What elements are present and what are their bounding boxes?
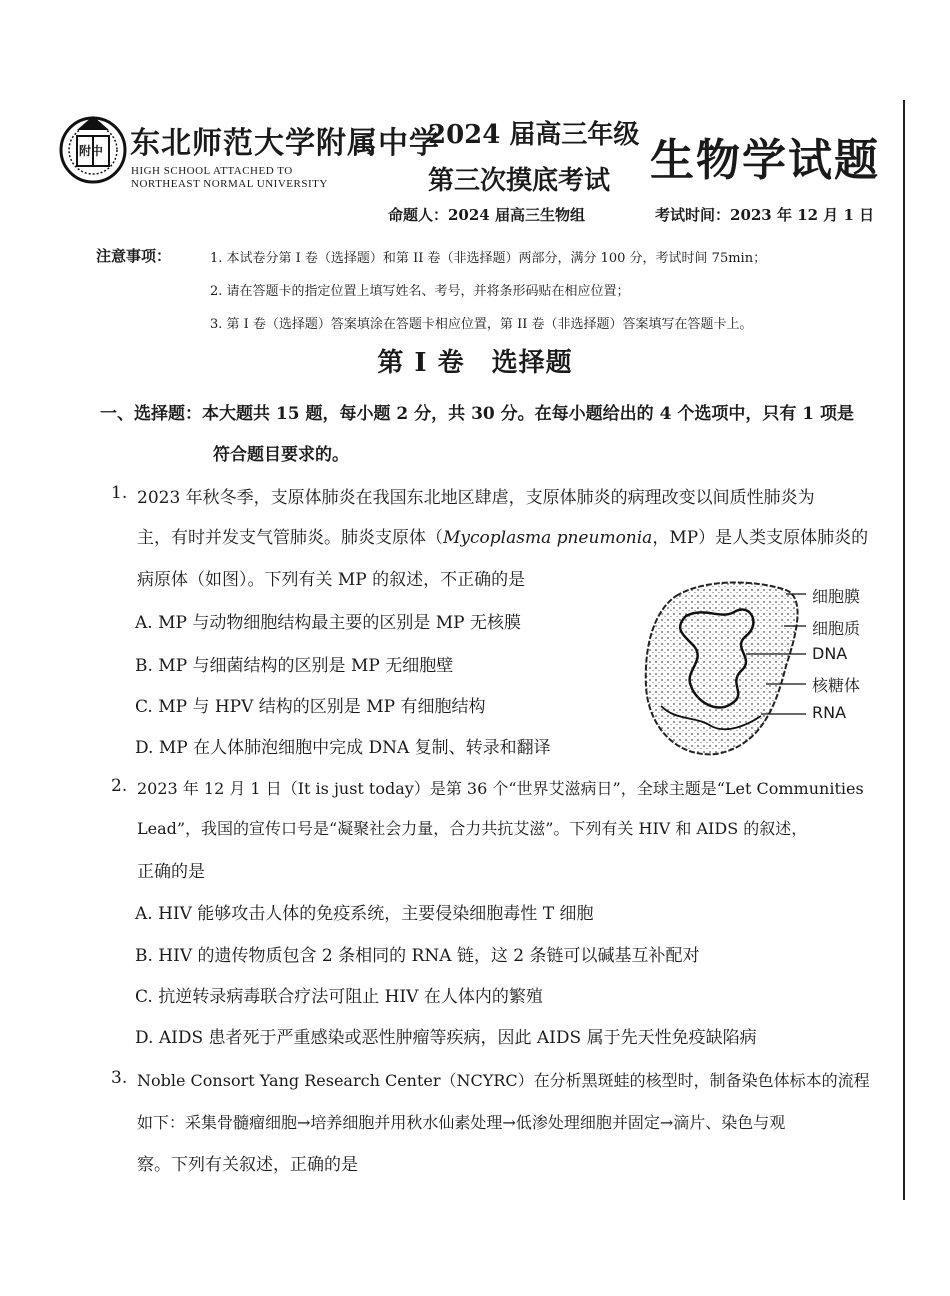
question-number: 1.	[111, 483, 128, 503]
proposer: 命题人：2024 届高三生物组	[388, 206, 585, 224]
subject-title: 生物学试题	[650, 135, 880, 186]
note-item: 1. 本试卷分第 I 卷（选择题）和第 II 卷（非选择题）两部分，满分 100 分，考试时间 75min；	[210, 251, 767, 266]
option-c: C. 抗逆转录病毒联合疗法可阻止 HIV 在人体内的繁殖	[135, 987, 543, 1007]
label-rna: RNA	[812, 703, 847, 722]
option-b: B. HIV 的遗传物质包含 2 条相同的 RNA 链，这 2 条链可以碱基互补配对	[135, 946, 700, 966]
option-a: A. HIV 能够攻击人体的免疫系统，主要侵染细胞毒性 T 细胞	[135, 904, 594, 924]
logo-text: 附中	[79, 144, 104, 158]
question-text-part: ，MP）是人类支原体肺炎的	[652, 528, 869, 548]
exam-name: 第三次摸底考试	[428, 166, 611, 196]
question-text: 正确的是	[137, 862, 205, 882]
option-c: C. MP 与 HPV 结构的区别是 MP 有细胞结构	[135, 697, 486, 717]
question-text: Noble Consort Yang Research Center（NCYRC）在分析黑斑蛙的核型时，制备染色体标本的流程	[137, 1071, 870, 1090]
school-logo	[57, 108, 129, 188]
option-d: D. AIDS 患者死于严重感染或恶性肿瘤等疾病，因此 AIDS 属于先天性免疫缺陷病	[135, 1028, 757, 1048]
question-text: 2023 年 12 月 1 日（It is just today）是第 36 个“世界艾滋病日”，全球主题是“Let Communities	[137, 779, 864, 798]
section-title: 第 I 卷 选择题	[377, 348, 573, 378]
question-text: 如下：采集骨髓瘤细胞→培养细胞并用秋水仙素处理→低渗处理细胞并固定→滴片、染色与观	[137, 1113, 786, 1132]
question-number: 3.	[111, 1068, 128, 1088]
school-name-en-2: NORTHEAST NORMAL UNIVERSITY	[131, 178, 328, 190]
mycoplasma-diagram	[636, 576, 896, 766]
note-item: 2. 请在答题卡的指定位置上填写姓名、考号，并将条形码贴在相应位置；	[210, 284, 630, 299]
label-ribosome: 核糖体	[812, 676, 861, 695]
part-instruction-cont: 符合题目要求的。	[213, 445, 349, 465]
question-text: Lead”，我国的宣传口号是“凝聚社会力量，合力共抗艾滋”。下列有关 HIV 和 AIDS 的叙述，	[137, 819, 808, 838]
page-edge-line	[903, 100, 905, 1200]
species-name: Mycoplasma pneumonia	[443, 528, 653, 548]
question-text: 病原体（如图）。下列有关 MP 的叙述，不正确的是	[137, 570, 526, 590]
grade-title: 2024 届高三年级	[428, 120, 640, 150]
label-dna: DNA	[812, 644, 848, 663]
question-text: 察。下列有关叙述，正确的是	[137, 1155, 358, 1175]
question-text	[137, 523, 868, 548]
question-number: 2.	[111, 776, 128, 796]
question-text-part: 主，有时并发支气管肺炎。肺炎支原体（	[137, 528, 443, 548]
label-cell-membrane: 细胞膜	[812, 587, 861, 606]
question-text: 2023 年秋冬季，支原体肺炎在我国东北地区肆虐，支原体肺炎的病理改变以间质性肺炎为	[137, 488, 815, 508]
option-d: D. MP 在人体肺泡细胞中完成 DNA 复制、转录和翻译	[135, 738, 551, 758]
exam-date: 考试时间：2023 年 12 月 1 日	[655, 206, 875, 224]
part-instruction: 一、选择题：本大题共 15 题，每小题 2 分，共 30 分。在每小题给出的 4 个选项中，只有 1 项是	[100, 404, 854, 424]
notes-label: 注意事项：	[96, 247, 172, 265]
school-name-cn: 东北师范大学附属中学	[130, 126, 440, 161]
option-b: B. MP 与细菌结构的区别是 MP 无细胞壁	[135, 656, 454, 676]
option-a: A. MP 与动物细胞结构最主要的区别是 MP 无核膜	[135, 613, 521, 633]
note-item: 3. 第 I 卷（选择题）答案填涂在答题卡相应位置，第 II 卷（非选择题）答案填写在答题卡上。	[210, 317, 753, 332]
label-cytoplasm: 细胞质	[812, 619, 861, 638]
school-name-en-1: HIGH SCHOOL ATTACHED TO	[131, 165, 293, 177]
